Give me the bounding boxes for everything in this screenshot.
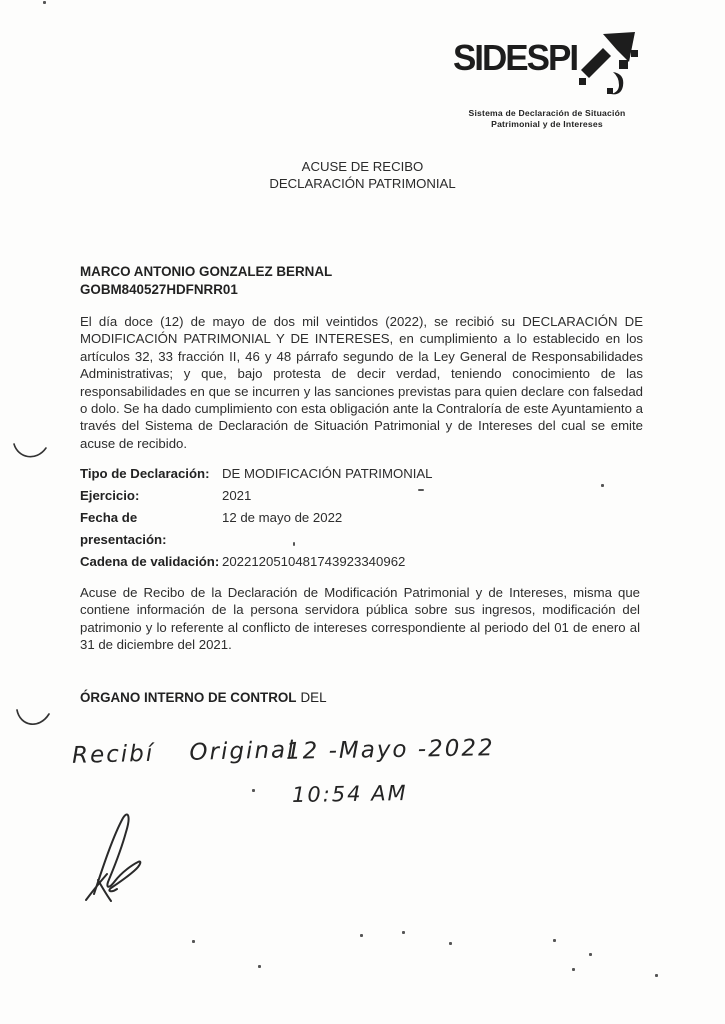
- declaration-details: [80, 463, 433, 573]
- handwritten-received-note: Recibí Original: [71, 737, 296, 769]
- detail-value: 12 de mayo de 2022: [222, 510, 343, 525]
- pen-curve-mark: [12, 705, 52, 740]
- scan-speck: [589, 953, 592, 956]
- scan-speck: [601, 484, 604, 487]
- declarant-block: [80, 263, 332, 299]
- pixel-arrow-icon: [579, 32, 641, 107]
- detail-label: Fecha de presentación:: [80, 510, 167, 547]
- title-line-1: ACUSE DE RECIBO: [301, 159, 424, 174]
- detail-value: 2022120510481743923340962: [222, 554, 406, 569]
- detail-label: Tipo de Declaración:: [80, 466, 210, 481]
- logo-subtitle-line1: Sistema de Declaración de Situación: [468, 108, 626, 118]
- scan-speck: [293, 542, 295, 546]
- declarant-curp: GOBM840527HDFNRR01: [80, 282, 238, 297]
- scan-speck: [418, 489, 424, 491]
- office-heading: [80, 690, 327, 705]
- scan-speck: [192, 940, 195, 943]
- detail-label: Ejercicio:: [80, 488, 140, 503]
- sidespi-logo: [432, 40, 662, 129]
- detail-label: Cadena de validación:: [80, 554, 220, 569]
- detail-value: 2021: [222, 488, 252, 503]
- detail-row-fecha: [80, 507, 433, 551]
- summary-paragraph: Acuse de Recibo de la Declaración de Modificación Patrimonial y de Intereses, misma que contiene información de la persona servidora pública sobre sus ingresos, modificación del patrimonio y lo referente al conflicto de intereses correspondiente al periodo del 01 de enero al 31 de diciembre del 2021.: [80, 585, 640, 653]
- detail-row-cadena: [80, 551, 433, 573]
- declarant-name: MARCO ANTONIO GONZALEZ BERNAL: [80, 264, 333, 279]
- detail-row-ejercicio: [80, 485, 433, 507]
- scan-speck: [252, 789, 255, 792]
- scan-speck: [43, 1, 46, 4]
- scan-speck: [572, 968, 575, 971]
- scan-speck: [449, 942, 452, 945]
- handwritten-date: 12 -Mayo -2022: [285, 735, 495, 765]
- scan-speck: [258, 965, 261, 968]
- signature-scribble-icon: [80, 810, 152, 907]
- detail-row-tipo: [80, 463, 433, 485]
- detail-value: DE MODIFICACIÓN PATRIMONIAL: [222, 466, 433, 481]
- document-title: [0, 158, 725, 192]
- scan-speck: [553, 939, 556, 942]
- office-heading-bold: ÓRGANO INTERNO DE CONTROL: [80, 690, 297, 705]
- pen-curve-mark: [10, 440, 50, 471]
- scan-speck: [360, 934, 363, 937]
- scan-speck: [655, 974, 658, 977]
- handwritten-time: 10:54 AM: [291, 780, 408, 808]
- logo-subtitle-line2: Patrimonial y de Intereses: [491, 118, 603, 129]
- office-heading-regular: DEL: [300, 690, 327, 705]
- title-line-2: DECLARACIÓN PATRIMONIAL: [269, 176, 456, 191]
- body-paragraph: El día doce (12) de mayo de dos mil veintidos (2022), se recibió su DECLARACIÓN DE MODIFICACIÓN PATRIMONIAL Y DE INTERESES, en cumplimiento a lo establecido en los artículos 32, 33 fracción II, 46 y 48 párrafo segundo de la Ley General de Responsabilidades Administrativas; y que, bajo protesta de decir verdad, teniendo conocimiento de las responsabilidades en que se incurren y las sanciones previstas para quien declare con falsedad o dolo. Se ha dado cumplimiento con esta obligación ante la Contraloría de este Ayuntamiento a través del Sistema de Declaración de Situación Patrimonial y de Intereses del cual se emite acuse de recibido.: [80, 314, 643, 451]
- scan-speck: [402, 931, 405, 934]
- sidespi-logo-text: SIDESPI: [452, 38, 578, 79]
